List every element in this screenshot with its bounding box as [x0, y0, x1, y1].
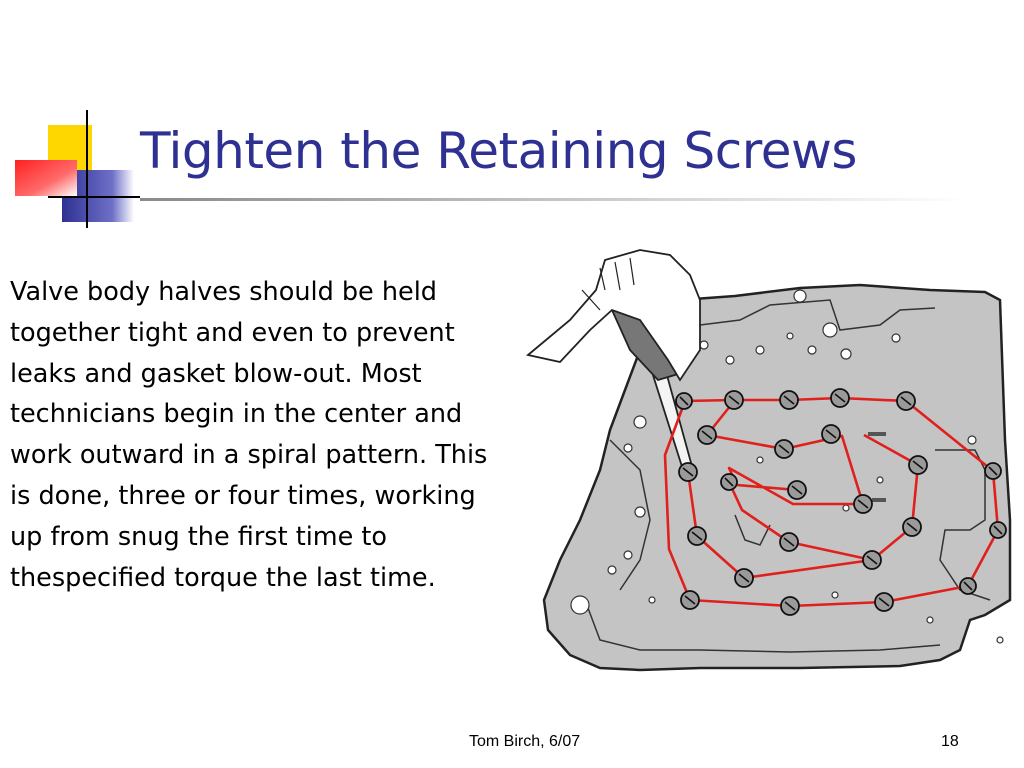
- valve-body-plate: [544, 285, 1010, 670]
- plate-slot-mid: [872, 498, 886, 502]
- deco-blue-square: [62, 170, 134, 222]
- deco-red-square: [15, 160, 77, 196]
- deco-yellow-square: [48, 125, 92, 173]
- plate-slot-right: [868, 432, 886, 436]
- valve-body-illustration: [525, 245, 1020, 685]
- slide-title: Tighten the Retaining Screws: [140, 122, 857, 180]
- body-paragraph: Valve body halves should be held together tight and even to prevent leaks and gasket blow-out. Most technicians begin in the center and work outward in a spiral pattern. This is done, three or four times, working up from snug the first time to thespecified torque the last time.: [10, 277, 488, 593]
- page-number: 18: [941, 733, 959, 750]
- title-decoration: [0, 0, 1024, 240]
- footer-author: Tom Birch, 6/07: [469, 733, 581, 750]
- title-underline: [140, 198, 970, 201]
